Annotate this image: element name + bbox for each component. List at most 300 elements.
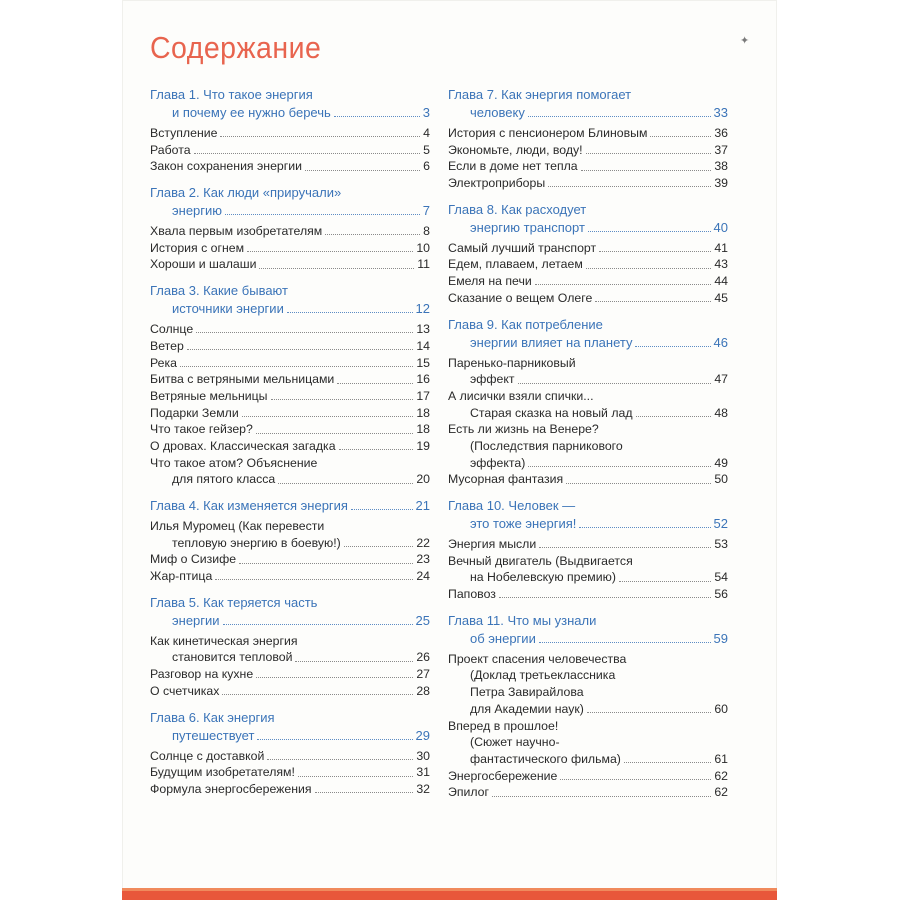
toc-entry[interactable] [448, 471, 728, 488]
chapter-heading[interactable] [150, 282, 430, 318]
toc-entry-line [150, 158, 430, 175]
page-title: Содержание [150, 30, 322, 65]
dot-leader [242, 415, 414, 417]
toc-entry-line [448, 667, 728, 684]
chapter-heading-line [150, 86, 430, 104]
toc-entry-line [150, 633, 430, 650]
toc-entry-line [150, 240, 430, 257]
toc-entry-line [150, 666, 430, 683]
toc-entry-line [448, 158, 728, 175]
page-number: 11 [417, 257, 430, 272]
dot-leader [518, 382, 712, 384]
chapter-heading[interactable] [150, 184, 430, 220]
toc-entry-line [448, 290, 728, 307]
page-number: 12 [415, 301, 430, 317]
toc-entry-line-text: Проект спасения человечества [448, 651, 627, 666]
toc-entry[interactable] [150, 683, 430, 700]
toc-entry-line [448, 768, 728, 785]
dot-leader [339, 448, 414, 450]
dot-leader [180, 365, 413, 367]
page-number: 56 [714, 587, 728, 602]
page-number: 40 [713, 219, 728, 235]
toc-entry-line-text: на Нобелевскую премию) [470, 570, 616, 585]
toc-entry[interactable] [150, 158, 430, 175]
page-number: 10 [416, 240, 430, 255]
toc-entry-line [150, 518, 430, 535]
dot-leader [295, 660, 413, 662]
page-number: 3 [422, 105, 430, 120]
toc-entry-line [150, 683, 430, 700]
chapter-heading[interactable] [150, 86, 430, 122]
toc-entry-line [448, 175, 728, 192]
toc-entry[interactable] [448, 175, 728, 192]
toc-entry-line [448, 536, 728, 553]
dot-leader [528, 465, 711, 467]
toc-entry-line [150, 471, 430, 488]
chapter-heading-line [448, 497, 728, 515]
dot-leader [566, 482, 711, 484]
page-number: 36 [714, 126, 728, 140]
page-number: 26 [416, 650, 430, 665]
toc-chapter [448, 201, 728, 307]
dot-leader [187, 348, 414, 350]
toc-entry[interactable] [150, 142, 430, 159]
toc-entry-line-text: Вперед в прошлое! [448, 718, 559, 733]
toc-entry[interactable] [150, 551, 430, 568]
toc-entry-line [448, 718, 728, 735]
toc-entry-line-text: Паренько-парниковый [448, 355, 576, 370]
dot-leader [222, 693, 413, 695]
chapter-heading-line [448, 86, 728, 104]
page-number: 60 [714, 701, 728, 716]
toc-entry-line [448, 125, 728, 142]
page-number: 47 [714, 372, 728, 387]
toc-entry-line-text: Закон сохранения энергии [150, 159, 302, 174]
toc-entry-line [448, 751, 728, 768]
page-number: 16 [416, 372, 430, 387]
toc-entry-line-text: Старая сказка на новый лад [470, 405, 633, 420]
dot-leader [539, 546, 711, 548]
toc-entry-line-text: Работа [150, 142, 191, 157]
dot-leader [588, 230, 711, 232]
toc-entry-line [150, 535, 430, 552]
dot-leader [586, 267, 712, 269]
toc-entry-line [448, 455, 728, 472]
toc-entry[interactable] [150, 455, 430, 488]
toc-entry-line-text: Разговор на кухне [150, 667, 254, 682]
chapter-heading-line-text: источники энергии [172, 301, 284, 317]
dot-leader [548, 185, 711, 187]
toc-chapter [150, 282, 430, 488]
page-number: 61 [714, 751, 728, 766]
toc-entry-line-text: Битва с ветряными мельницами [150, 372, 335, 387]
toc-entry-line-text: Солнце с доставкой [150, 748, 265, 763]
toc-entry-line-text: Сказание о вещем Олеге [448, 290, 593, 305]
dot-leader [636, 415, 712, 417]
page-number: 15 [416, 355, 430, 370]
page-number: 52 [713, 516, 728, 531]
page-number: 49 [714, 455, 728, 470]
dot-leader [247, 250, 413, 252]
toc-entry-line-text: Если в доме нет тепла [448, 159, 578, 174]
chapter-heading[interactable] [448, 86, 728, 122]
page-number: 21 [415, 498, 430, 513]
toc-entry-line [150, 455, 430, 472]
page-number: 17 [416, 388, 430, 403]
dot-leader [624, 761, 711, 763]
dot-leader [220, 135, 420, 137]
toc-entry[interactable] [448, 536, 728, 553]
chapter-heading-line-text: Глава 10. Человек — [448, 498, 576, 513]
toc-entry[interactable] [448, 158, 728, 175]
toc-entry[interactable] [150, 421, 430, 438]
toc-entry[interactable] [448, 421, 728, 471]
toc-entry[interactable] [150, 405, 430, 422]
toc-entry-line-text: Река [150, 355, 177, 370]
toc-entry-line-text: Самый лучший транспорт [448, 240, 597, 255]
toc-entry-line-text: Экономьте, люди, воду! [448, 142, 583, 157]
chapter-heading-line-text: Глава 6. Как энергия [150, 709, 275, 725]
toc-entry-line [150, 438, 430, 455]
toc-entry-line-text: О дровах. Классическая загадка [150, 438, 336, 453]
page-number: 62 [714, 785, 728, 800]
toc-entry-line [150, 256, 430, 273]
page-number: 48 [714, 405, 728, 420]
toc-entry-line-text: (Доклад третьеклассника [470, 668, 616, 683]
chapter-heading-line [448, 316, 728, 334]
chapter-heading-line-text: Глава 8. Как расходует [448, 201, 587, 217]
toc-entry-line-text: История с огнем [150, 240, 245, 255]
page-number: 33 [713, 105, 728, 120]
dot-leader [223, 623, 413, 625]
toc-entry-line [150, 371, 430, 388]
toc-entry-line-text: становится тепловой [172, 650, 293, 665]
toc-entry-line-text: для Академии наук) [470, 701, 584, 716]
toc-entry-line [448, 388, 728, 405]
toc-chapter [150, 497, 430, 585]
toc-entry[interactable] [150, 748, 430, 765]
toc-entry[interactable] [448, 553, 728, 586]
toc-entry-line-text: Будущим изобретателям! [150, 765, 295, 780]
dot-leader [256, 676, 413, 678]
toc-entry[interactable] [448, 240, 728, 257]
page-number: 7 [422, 203, 430, 219]
toc-entry-line [150, 388, 430, 405]
toc-entry-line-text: Что такое гейзер? [150, 422, 253, 437]
dot-leader [256, 432, 413, 434]
toc-entry-line [150, 568, 430, 585]
chapter-heading[interactable] [448, 201, 728, 237]
dot-leader [351, 508, 413, 510]
page-number: 41 [714, 240, 728, 255]
chapter-heading-line [150, 104, 430, 122]
page-number: 37 [714, 142, 728, 157]
page-number: 27 [416, 667, 430, 682]
toc-entry-line [448, 405, 728, 422]
toc-entry[interactable] [150, 438, 430, 455]
toc-chapter [150, 594, 430, 700]
page-number: 30 [416, 748, 430, 763]
page-number: 8 [423, 224, 430, 239]
toc-entry[interactable] [150, 125, 430, 142]
dot-leader [619, 580, 711, 582]
toc-entry-line-text: Хороши и шалаши [150, 257, 257, 272]
toc-left-column [150, 86, 430, 807]
toc-entry[interactable] [448, 718, 728, 768]
chapter-heading-line-text: энергии [172, 612, 220, 628]
chapter-heading-line [150, 727, 430, 745]
toc-entry-line [448, 569, 728, 586]
toc-entry[interactable] [150, 223, 430, 240]
toc-entry-line-text: фантастического фильма) [470, 751, 621, 766]
chapter-heading-line-text: и почему ее нужно беречь [172, 105, 331, 120]
dot-leader [196, 331, 413, 333]
toc-entry-line-text: Эпилог [448, 785, 490, 800]
toc-entry[interactable] [150, 240, 430, 257]
toc-entry-line [150, 321, 430, 338]
toc-entry-line-text: Подарки Земли [150, 405, 239, 420]
toc-entry-line [150, 338, 430, 355]
dot-leader [271, 398, 414, 400]
chapter-heading[interactable] [448, 497, 728, 533]
dot-leader [305, 169, 420, 171]
page-number: 22 [416, 535, 430, 550]
chapter-heading-line-text: энергию [172, 203, 223, 219]
toc-entry-line [448, 784, 728, 801]
toc-chapter [448, 316, 728, 489]
dot-leader [334, 115, 420, 117]
toc-entry[interactable] [448, 256, 728, 273]
dot-leader [599, 250, 711, 252]
page-number: 23 [416, 552, 430, 567]
toc-entry-line [448, 586, 728, 603]
toc-entry-line [448, 701, 728, 718]
page-number: 28 [416, 683, 430, 698]
dot-leader [535, 283, 712, 285]
page-number: 14 [416, 338, 430, 353]
toc-entry-line [150, 649, 430, 666]
toc-entry-line-text: Формула энергосбережения [150, 781, 312, 796]
chapter-heading-line [150, 497, 430, 515]
dot-leader [287, 311, 413, 313]
toc-entry[interactable] [150, 355, 430, 372]
dot-leader [560, 778, 711, 780]
dot-leader [581, 169, 712, 171]
toc-entry-line-text: эффект [470, 372, 515, 387]
toc-entry-line-text: Электроприборы [448, 176, 546, 191]
toc-entry-line [150, 223, 430, 240]
dot-leader [257, 738, 412, 740]
toc-entry-line-text: Как кинетическая энергия [150, 633, 298, 648]
toc-chapter [448, 86, 728, 192]
toc-entry-line [150, 355, 430, 372]
toc-entry-line-text: А лисички взяли спички... [448, 388, 594, 403]
page-number: 32 [416, 781, 430, 796]
toc-entry[interactable] [448, 586, 728, 603]
chapter-heading-line [448, 201, 728, 219]
dot-leader [595, 300, 711, 302]
toc-entry-line [448, 355, 728, 372]
toc-entry-line-text: Что такое атом? Объяснение [150, 455, 318, 470]
corner-decoration: ✦ [740, 35, 750, 47]
page-number: 45 [714, 290, 728, 305]
page-number: 25 [415, 612, 430, 628]
toc-entry[interactable] [150, 764, 430, 781]
toc-entry-line-text: эффекта) [470, 455, 526, 470]
toc-entry-line [150, 405, 430, 422]
page-number: 43 [714, 257, 728, 272]
chapter-heading-line-text: Глава 1. Что такое энергия [150, 87, 313, 102]
toc-entry-line [150, 551, 430, 568]
chapter-heading-line-text: энергии влияет на планету [470, 334, 633, 350]
toc-entry[interactable] [448, 355, 728, 388]
chapter-heading-line-text: это тоже энергия! [470, 516, 577, 531]
dot-leader [492, 795, 711, 797]
chapter-heading[interactable] [448, 612, 728, 648]
toc-entry-line-text: Хвала первым изобретателям [150, 224, 323, 239]
toc-chapter [150, 86, 430, 175]
toc-entry-line-text: О счетчиках [150, 683, 220, 698]
toc-entry[interactable] [150, 518, 430, 551]
chapter-heading[interactable] [150, 709, 430, 745]
dot-leader [587, 711, 711, 713]
dot-leader [278, 482, 413, 484]
toc-entry-line [448, 256, 728, 273]
toc-entry[interactable] [150, 338, 430, 355]
chapter-heading-line [448, 334, 728, 352]
toc-entry-line-text: Паповоз [448, 587, 496, 602]
toc-entry-line [448, 240, 728, 257]
toc-entry-line-text: Энергосбережение [448, 768, 558, 783]
toc-entry-line-text: Энергия мысли [448, 537, 537, 551]
dot-leader [528, 115, 711, 117]
toc-entry-line-text: История с пенсионером Блиновым [448, 126, 648, 140]
chapter-heading-line [150, 612, 430, 630]
toc-entry-line-text: Вступление [150, 126, 218, 140]
toc-entry-line-text: Ветер [150, 338, 184, 353]
toc-entry[interactable] [448, 142, 728, 159]
toc-entry-line [448, 553, 728, 570]
page-number: 46 [713, 334, 728, 350]
dot-leader [650, 135, 711, 137]
dot-leader [239, 562, 413, 564]
page-number: 5 [423, 142, 430, 157]
chapter-heading-line-text: Глава 5. Как теряется часть [150, 594, 318, 610]
chapter-heading-line [150, 709, 430, 727]
page-number: 20 [416, 472, 430, 487]
dot-leader [225, 213, 420, 215]
toc-entry-line-text: Мусорная фантазия [448, 472, 564, 487]
toc-entry[interactable] [448, 768, 728, 785]
page-number: 54 [714, 570, 728, 585]
toc-chapter [448, 497, 728, 603]
page-number: 19 [416, 438, 430, 453]
toc-entry-line [150, 781, 430, 798]
toc-chapter [150, 184, 430, 273]
toc-entry[interactable] [150, 388, 430, 405]
toc-entry[interactable] [150, 781, 430, 798]
chapter-heading-line-text: Глава 4. Как изменяется энергия [150, 498, 348, 513]
chapter-heading-line-text: об энергии [470, 630, 536, 646]
toc-chapter [150, 709, 430, 798]
dot-leader [267, 758, 413, 760]
toc-entry-line [448, 471, 728, 488]
toc-entry-line-text: Едем, плаваем, летаем [448, 257, 583, 272]
toc-entry-line [150, 142, 430, 159]
toc-entry[interactable] [448, 290, 728, 307]
chapter-heading-line [150, 184, 430, 202]
toc-entry-line-text: Петра Завирайлова [470, 685, 584, 700]
toc-entry[interactable] [150, 256, 430, 273]
toc-entry-line [448, 651, 728, 668]
chapter-heading-line-text: Глава 11. Что мы узнали [448, 612, 597, 628]
chapter-heading-line [448, 630, 728, 648]
toc-entry[interactable] [448, 125, 728, 142]
dot-leader [499, 596, 711, 598]
dot-leader [325, 233, 420, 235]
toc-entry-line-text: для пятого класса [172, 472, 276, 487]
chapter-heading[interactable] [448, 316, 728, 352]
page-number: 38 [714, 159, 728, 174]
toc-entry[interactable] [150, 633, 430, 666]
dot-leader [539, 641, 711, 643]
dot-leader [337, 382, 413, 384]
toc-entry[interactable] [150, 568, 430, 585]
chapter-heading-line [448, 515, 728, 533]
chapter-heading-line [448, 104, 728, 122]
dot-leader [315, 791, 414, 793]
toc-entry[interactable] [150, 666, 430, 683]
dot-leader [579, 526, 710, 528]
toc-entry-line-text: Миф о Сизифе [150, 552, 237, 567]
toc-entry[interactable] [150, 321, 430, 338]
page-number: 59 [713, 630, 728, 646]
page-number: 6 [423, 159, 430, 174]
chapter-heading[interactable] [150, 497, 430, 515]
toc-entry[interactable] [448, 651, 728, 718]
toc-entry-line [448, 142, 728, 159]
chapter-heading-line-text: Глава 7. Как энергия помогает [448, 87, 632, 102]
dot-leader [194, 152, 421, 154]
page-number: 18 [416, 405, 430, 420]
toc-entry[interactable] [150, 371, 430, 388]
page-number: 53 [714, 537, 728, 551]
chapter-heading[interactable] [150, 594, 430, 630]
page-number: 31 [416, 765, 430, 780]
toc-entry-line [150, 748, 430, 765]
page-number: 24 [416, 569, 430, 584]
chapter-heading-line [150, 594, 430, 612]
toc-entry[interactable] [448, 273, 728, 290]
page-number: 18 [416, 422, 430, 437]
toc-entry-line [448, 371, 728, 388]
toc-entry[interactable] [448, 784, 728, 801]
dot-leader [259, 267, 414, 269]
chapter-heading-line [448, 612, 728, 630]
toc-entry-line-text: Солнце [150, 322, 194, 337]
toc-entry-line-text: (Последствия парникового [470, 438, 623, 453]
toc-entry-line-text: Жар-птица [150, 569, 213, 584]
page-number: 13 [416, 322, 430, 337]
page-number: 44 [714, 274, 728, 289]
chapter-heading-line-text: Глава 3. Какие бывают [150, 283, 288, 299]
toc-entry-line [150, 125, 430, 142]
toc-entry-line [448, 273, 728, 290]
toc-right-column [448, 86, 728, 810]
toc-entry[interactable] [448, 388, 728, 421]
toc-entry-line-text: Вечный двигатель (Выдвигается [448, 553, 633, 568]
chapter-heading-line [150, 282, 430, 300]
